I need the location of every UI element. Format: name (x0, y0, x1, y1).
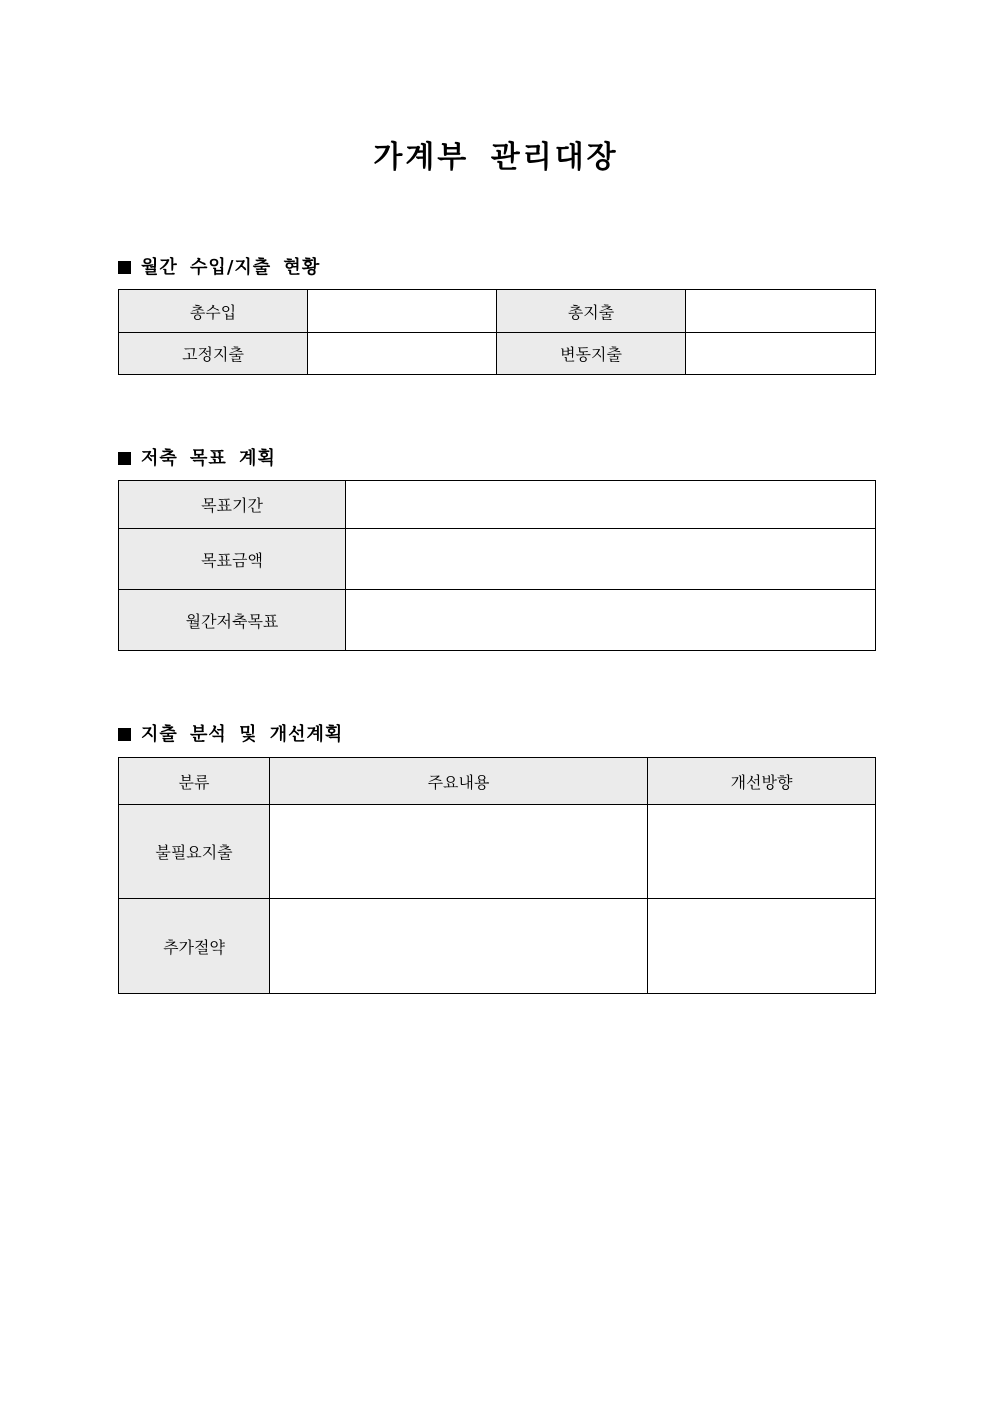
section-heading-text: 월간 수입/지출 현황 (141, 257, 321, 278)
section-heading-text: 지출 분석 및 개선계획 (141, 724, 344, 745)
monthly-summary-table (118, 289, 876, 375)
table-row (119, 290, 876, 333)
expense-analysis-table (118, 757, 876, 994)
value-monthly-savings-goal[interactable] (346, 590, 876, 651)
value-total-income[interactable] (308, 290, 497, 333)
label-fixed-expense: 고정지출 (119, 333, 308, 375)
table-row (119, 899, 876, 994)
header-category: 분류 (119, 758, 270, 805)
category-unnecessary-expense: 불필요지출 (119, 805, 270, 899)
value-target-amount[interactable] (346, 529, 876, 590)
table-row (119, 805, 876, 899)
value-target-period[interactable] (346, 481, 876, 529)
value-variable-expense[interactable] (686, 333, 876, 375)
category-additional-saving: 추가절약 (119, 899, 270, 994)
section-heading-monthly (118, 253, 320, 279)
table-row (119, 481, 876, 529)
content-unnecessary-expense[interactable] (270, 805, 648, 899)
square-bullet-icon (118, 452, 131, 465)
label-target-amount: 목표금액 (119, 529, 346, 590)
label-target-period: 목표기간 (119, 481, 346, 529)
section-heading-text: 저축 목표 계획 (141, 448, 276, 469)
value-total-expense[interactable] (686, 290, 876, 333)
table-row (119, 529, 876, 590)
square-bullet-icon (118, 261, 131, 274)
table-header-row (119, 758, 876, 805)
label-total-expense: 총지출 (497, 290, 686, 333)
improvement-additional-saving[interactable] (648, 899, 876, 994)
header-main-content: 주요내용 (270, 758, 648, 805)
value-fixed-expense[interactable] (308, 333, 497, 375)
table-row (119, 590, 876, 651)
label-total-income: 총수입 (119, 290, 308, 333)
content-additional-saving[interactable] (270, 899, 648, 994)
header-improvement: 개선방향 (648, 758, 876, 805)
savings-plan-table (118, 480, 876, 651)
section-heading-savings (118, 444, 276, 470)
section-heading-analysis (118, 720, 343, 746)
square-bullet-icon (118, 728, 131, 741)
improvement-unnecessary-expense[interactable] (648, 805, 876, 899)
page-title: 가계부 관리대장 (373, 140, 619, 175)
label-monthly-savings-goal: 월간저축목표 (119, 590, 346, 651)
table-row (119, 333, 876, 375)
label-variable-expense: 변동지출 (497, 333, 686, 375)
